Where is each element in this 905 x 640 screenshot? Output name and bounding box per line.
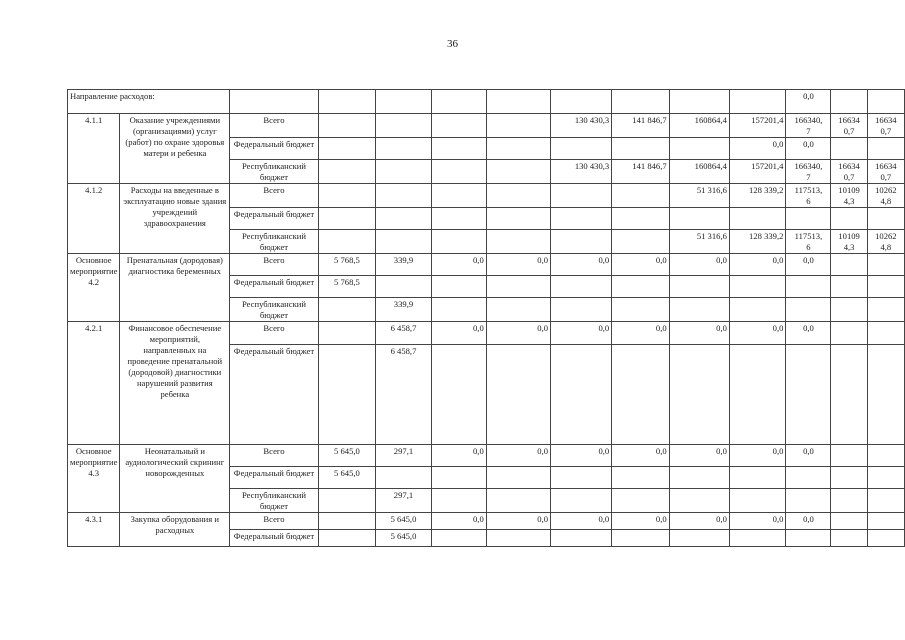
funding-source: Федеральный бюджет [230,138,319,160]
value-cell [612,138,669,160]
row-code: 4.3.1 [68,513,120,547]
value-cell: 16634 0,7 [831,114,867,138]
value-cell [318,138,375,160]
value-cell: 0,0 [669,513,729,530]
value-cell: 0,0 [729,445,786,467]
activity-name: Финансовое обеспечение мероприятий, направленных на проведение пренатальной (дородовой) диагностики нарушений развития ребенка [120,322,230,445]
value-cell: 0,0 [669,445,729,467]
value-cell [318,345,375,445]
value-cell [486,530,550,547]
value-cell [786,298,831,322]
value-cell: 157201,4 [729,160,786,184]
value-cell [831,208,867,230]
value-cell [867,298,904,322]
value-cell [486,489,550,513]
value-cell [831,276,867,298]
value-cell [486,298,550,322]
funding-source: Всего [230,513,319,530]
value-cell [831,345,867,445]
value-cell [431,467,486,489]
funding-source: Республиканский бюджет [230,160,319,184]
value-cell: 5 645,0 [318,467,375,489]
funding-source: Республиканский бюджет [230,489,319,513]
value-cell: 160864,4 [669,114,729,138]
value-cell [669,138,729,160]
value-cell: 0,0 [786,513,831,530]
value-cell: 0,0 [431,322,486,345]
value-cell [431,138,486,160]
value-cell [669,530,729,547]
value-cell: 5 645,0 [376,530,432,547]
value-cell [867,276,904,298]
value-cell [867,513,904,530]
value-cell: 10262 4,8 [867,184,904,208]
value-cell: 141 846,7 [612,114,669,138]
value-cell: 339,9 [376,298,432,322]
value-cell [318,230,375,254]
funding-source: Республиканский бюджет [230,298,319,322]
value-cell [729,276,786,298]
value-cell [431,345,486,445]
value-cell: 0,0 [729,254,786,276]
value-cell [318,208,375,230]
value-cell [486,208,550,230]
activity-name: Пренатальная (дородовая) диагностика беременных [120,254,230,322]
value-cell [431,276,486,298]
value-cell: 0,0 [431,513,486,530]
value-cell [729,208,786,230]
direction-value: 0,0 [786,90,831,114]
value-cell: 297,1 [376,489,432,513]
value-cell [551,298,612,322]
activity-name: Неонатальный и аудиологический скрининг новорожденных [120,445,230,513]
row-code: 4.1.1 [68,114,120,184]
value-cell [551,230,612,254]
funding-source: Федеральный бюджет [230,530,319,547]
row-code: Основное мероприятие 4.3 [68,445,120,513]
value-cell [376,276,432,298]
value-cell: 6 458,7 [376,322,432,345]
row-code: 4.1.2 [68,184,120,254]
value-cell [729,298,786,322]
table-row [68,114,905,138]
value-cell: 0,0 [786,138,831,160]
page-number: 36 [447,38,458,50]
value-cell: 51 316,6 [669,184,729,208]
value-cell: 0,0 [669,254,729,276]
value-cell: 0,0 [612,254,669,276]
value-cell [669,467,729,489]
value-cell [376,230,432,254]
value-cell: 0,0 [612,322,669,345]
value-cell [376,114,432,138]
table-row [68,445,905,467]
funding-source: Всего [230,322,319,345]
value-cell [867,254,904,276]
value-cell [831,467,867,489]
value-cell: 5 768,5 [318,254,375,276]
value-cell: 0,0 [786,322,831,345]
value-cell [551,276,612,298]
value-cell: 5 645,0 [318,445,375,467]
value-cell [318,160,375,184]
value-cell: 130 430,3 [551,114,612,138]
value-cell [612,276,669,298]
value-cell [318,489,375,513]
value-cell [318,114,375,138]
value-cell [786,467,831,489]
value-cell [551,530,612,547]
value-cell: 0,0 [669,322,729,345]
value-cell: 0,0 [431,254,486,276]
value-cell: 0,0 [486,445,550,467]
funding-source: Всего [230,184,319,208]
value-cell [786,276,831,298]
value-cell: 141 846,7 [612,160,669,184]
value-cell: 128 339,2 [729,184,786,208]
value-cell [867,208,904,230]
value-cell [551,138,612,160]
value-cell [729,489,786,513]
value-cell [318,530,375,547]
value-cell [867,530,904,547]
value-cell [867,345,904,445]
value-cell [669,489,729,513]
funding-source: Федеральный бюджет [230,276,319,298]
value-cell [376,184,432,208]
value-cell: 0,0 [486,513,550,530]
value-cell [431,489,486,513]
table-row [68,254,905,276]
value-cell [831,322,867,345]
value-cell: 0,0 [612,513,669,530]
value-cell: 128 339,2 [729,230,786,254]
value-cell [318,184,375,208]
value-cell [376,138,432,160]
value-cell [551,184,612,208]
value-cell [786,345,831,445]
budget-table [67,89,905,547]
value-cell [729,467,786,489]
value-cell [612,230,669,254]
value-cell: 117513, 6 [786,230,831,254]
value-cell: 16634 0,7 [867,114,904,138]
value-cell [486,345,550,445]
funding-source: Всего [230,445,319,467]
value-cell: 16634 0,7 [867,160,904,184]
row-code: 4.2.1 [68,322,120,445]
value-cell [486,138,550,160]
value-cell: 0,0 [551,445,612,467]
value-cell: 0,0 [786,445,831,467]
value-cell [669,345,729,445]
value-cell: 130 430,3 [551,160,612,184]
value-cell [831,489,867,513]
value-cell [831,445,867,467]
value-cell [431,184,486,208]
value-cell: 0,0 [729,322,786,345]
activity-name: Закупка оборудования и расходных [120,513,230,547]
value-cell [431,208,486,230]
value-cell [486,276,550,298]
activity-name: Оказание учреждениями (организациями) услуг (работ) по охране здоровья матери и ребенка [120,114,230,184]
value-cell [867,138,904,160]
value-cell: 5 645,0 [376,513,432,530]
funding-source: Республиканский бюджет [230,230,319,254]
value-cell [669,298,729,322]
activity-name: Расходы на введенные в эксплуатацию новые здания учреждений здравоохранения [120,184,230,254]
value-cell: 0,0 [729,513,786,530]
value-cell [612,184,669,208]
value-cell: 0,0 [729,138,786,160]
value-cell [831,138,867,160]
value-cell [867,445,904,467]
value-cell [669,276,729,298]
value-cell [831,298,867,322]
value-cell [486,160,550,184]
value-cell [729,345,786,445]
value-cell [786,530,831,547]
value-cell [612,345,669,445]
value-cell [376,467,432,489]
value-cell [831,254,867,276]
header-row [68,90,905,114]
value-cell [867,467,904,489]
value-cell: 117513, 6 [786,184,831,208]
value-cell [786,489,831,513]
value-cell: 157201,4 [729,114,786,138]
funding-source: Всего [230,254,319,276]
value-cell: 5 768,5 [318,276,375,298]
table-row [68,322,905,345]
value-cell [551,489,612,513]
value-cell: 0,0 [431,445,486,467]
value-cell [431,160,486,184]
value-cell [431,530,486,547]
value-cell [318,298,375,322]
value-cell [431,114,486,138]
value-cell: 0,0 [551,513,612,530]
funding-source: Федеральный бюджет [230,208,319,230]
value-cell: 0,0 [551,322,612,345]
value-cell: 0,0 [612,445,669,467]
value-cell: 10109 4,3 [831,230,867,254]
value-cell [612,530,669,547]
value-cell [376,208,432,230]
value-cell: 0,0 [486,322,550,345]
value-cell [318,322,375,345]
value-cell: 6 458,7 [376,345,432,445]
value-cell [431,298,486,322]
value-cell [612,298,669,322]
value-cell: 10109 4,3 [831,184,867,208]
value-cell [486,467,550,489]
value-cell [486,184,550,208]
value-cell [612,467,669,489]
value-cell [376,160,432,184]
value-cell [318,513,375,530]
funding-source: Федеральный бюджет [230,345,319,445]
value-cell [551,467,612,489]
value-cell: 160864,4 [669,160,729,184]
value-cell [786,208,831,230]
value-cell [431,230,486,254]
value-cell [486,230,550,254]
value-cell [669,208,729,230]
value-cell: 0,0 [486,254,550,276]
value-cell: 0,0 [786,254,831,276]
value-cell [551,208,612,230]
value-cell [867,489,904,513]
value-cell [729,530,786,547]
value-cell [486,114,550,138]
funding-source: Федеральный бюджет [230,467,319,489]
value-cell: 51 316,6 [669,230,729,254]
value-cell: 166340, 7 [786,160,831,184]
value-cell: 16634 0,7 [831,160,867,184]
value-cell [551,345,612,445]
value-cell [867,322,904,345]
table-row [68,513,905,530]
value-cell [831,513,867,530]
value-cell: 339,9 [376,254,432,276]
value-cell: 297,1 [376,445,432,467]
direction-label: Направление расходов: [68,90,230,114]
value-cell [831,530,867,547]
value-cell: 10262 4,8 [867,230,904,254]
value-cell [612,489,669,513]
value-cell [612,208,669,230]
value-cell: 0,0 [551,254,612,276]
funding-source: Всего [230,114,319,138]
row-code: Основное мероприятие 4.2 [68,254,120,322]
value-cell: 166340, 7 [786,114,831,138]
table-row [68,184,905,208]
